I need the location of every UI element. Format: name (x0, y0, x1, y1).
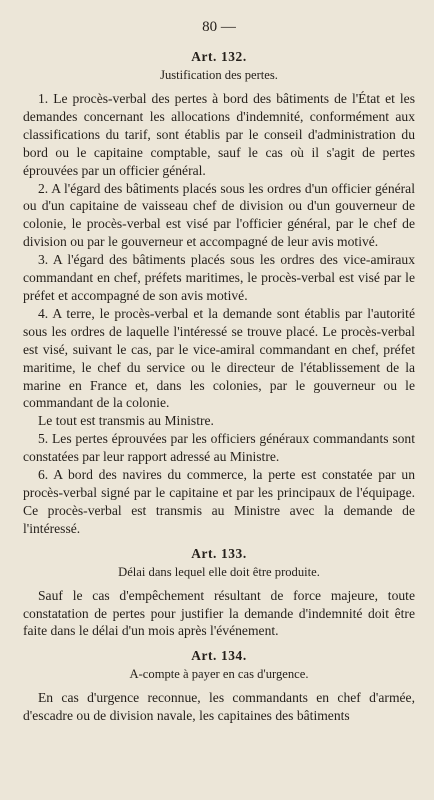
paragraph: 3. A l'égard des bâtiments placés sous les ordres des vice-amiraux commandant en chef, préfets maritimes, le procès-verbal est visé par le préfet et accompagné de son avis motivé. (23, 252, 415, 303)
article-heading: Art. 132. (191, 49, 247, 64)
article-heading: Art. 134. (191, 648, 247, 664)
paragraph: 1. Le procès-verbal des pertes à bord des bâtiments de l'État et les demandes concernant les allocations d'indemnité, conformément aux classifications du tarif, sont établis par le conseil d'administration du bord ou le capitaine comptable, sauf le cas où il s'agit de pertes éprouvées par un officier général. (23, 91, 415, 178)
article-134 (23, 647, 415, 725)
page-number: 80 — (202, 19, 236, 35)
article-heading: Art. 133. (191, 545, 247, 561)
paragraph: 6. A bord des navires du commerce, la perte est constatée par un procès-verbal signé par le capitaine et par les principaux de l'équipage. Ce procès-verbal est transmis au Ministre avec la demande de l'intéressé. (23, 467, 415, 536)
paragraph: En cas d'urgence reconnue, les commandants en chef d'armée, d'escadre ou de division navale, les capitaines des bâtiments (23, 690, 415, 724)
paragraph: Le tout est transmis au Ministre. (38, 413, 214, 429)
paragraph: Sauf le cas d'empêchement résultant de force majeure, toute constatation de pertes pour justifier la demande d'indemnité doit être faite dans le délai d'un mois après l'événement. (23, 587, 415, 639)
article-132 (23, 48, 415, 538)
article-title: Justification des pertes. (160, 68, 278, 82)
article-133 (23, 545, 415, 641)
paragraph: 5. Les pertes éprouvées par les officiers généraux commandants sont constatées par leur rapport adressé au Ministre. (23, 431, 415, 465)
article-title: A-compte à payer en cas d'urgence. (129, 667, 309, 682)
article-title: Délai dans lequel elle doit être produite. (118, 564, 320, 579)
paragraph: 2. A l'égard des bâtiments placés sous les ordres d'un officier général ou d'un capitaine de vaisseau chef de division ou d'un gouverneur de colonie, le procès-verbal est visé par l'officier général, par le chef de division ou par le gouverneur et accompagné de leur avis motivé. (23, 180, 415, 250)
paragraph: 4. A terre, le procès-verbal et la demande sont établis par l'autorité sous les ordres de laquelle l'intéressé se trouve placé. Le procès-verbal est visé, suivant le cas, par le vice-amiral commandant en chef, préfet maritime, le chef du service ou le directeur de l'établissement de la marine en France et, dans les colonies, par le gouverneur ou le commandant de la colonie. (23, 305, 415, 411)
